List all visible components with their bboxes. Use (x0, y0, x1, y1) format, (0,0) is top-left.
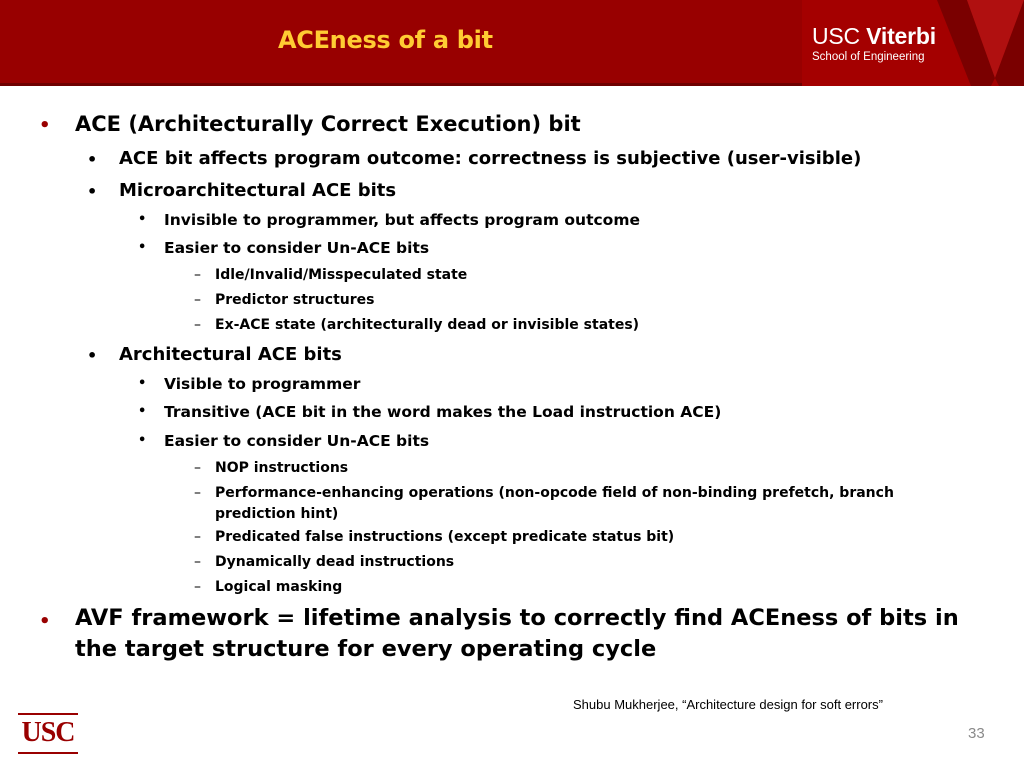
bullet-dot-icon: • (138, 212, 147, 227)
bullet-text: Invisible to programmer, but affects program outcome (164, 211, 640, 229)
bullet-dot-icon: • (138, 240, 147, 255)
bullet-level3 (138, 239, 430, 257)
bullet-level4 (194, 317, 640, 333)
bullet-level4 (194, 579, 343, 595)
dash-icon: – (194, 485, 201, 501)
dash-icon: – (194, 317, 201, 333)
bullet-text: Visible to programmer (164, 375, 361, 393)
usc-footer-logo (18, 713, 78, 753)
bullet-text: Architectural ACE bits (119, 344, 342, 365)
bullet-level4 (194, 554, 455, 570)
bullet-text: Predictor structures (215, 292, 375, 308)
bullet-text: NOP instructions (215, 460, 349, 476)
bullet-level3 (138, 403, 722, 421)
logo-school-text: School of Engineering (812, 51, 925, 63)
slide-title: ACEness of a bit (278, 26, 493, 54)
bullet-level3 (138, 375, 361, 393)
bullet-text: AVF framework = lifetime analysis to correctly find ACEness of bits in the target structure for every operating cycle (75, 605, 959, 662)
bullet-text: Ex-ACE state (architecturally dead or invisible states) (215, 317, 640, 333)
dash-icon: – (194, 579, 201, 595)
slide-header (0, 0, 1024, 86)
bullet-text: Dynamically dead instructions (215, 554, 455, 570)
logo-rule-bottom (18, 752, 78, 754)
bullet-level2 (87, 180, 397, 201)
bullet-text: Microarchitectural ACE bits (119, 180, 397, 201)
bullet-dot-icon: • (39, 611, 51, 632)
bullet-dot-icon: • (138, 376, 147, 391)
bullet-text: Predicated false instructions (except predicate status bit) (215, 529, 675, 545)
bullet-dot-icon: • (87, 182, 98, 201)
bullet-dot-icon: • (87, 150, 98, 169)
dash-icon: – (194, 460, 201, 476)
bullet-level3 (138, 211, 640, 229)
bullet-level1 (39, 112, 581, 136)
bullet-dot-icon: • (39, 115, 51, 136)
bullet-dot-icon: • (138, 404, 147, 419)
page-number: 33 (968, 725, 985, 742)
logo-usc-text: USC (812, 23, 860, 49)
bullet-text: Transitive (ACE bit in the word makes the Load instruction ACE) (164, 403, 722, 421)
bullet-text: Idle/Invalid/Misspeculated state (215, 267, 468, 283)
footer-logo-text: USC (21, 717, 75, 748)
logo-viterbi-text: Viterbi (866, 23, 936, 49)
bullet-dot-icon: • (138, 433, 147, 448)
bullet-level4 (194, 292, 375, 308)
bullet-dot-icon: • (87, 346, 98, 365)
bullet-text: Easier to consider Un-ACE bits (164, 239, 430, 257)
bullet-level2 (87, 344, 342, 365)
bullet-text: Logical masking (215, 579, 343, 595)
dash-icon: – (194, 292, 201, 308)
viterbi-v-icon (937, 0, 1024, 86)
bullet-text: Performance-enhancing operations (non-opcode field of non-binding prefetch, branch prediction hint) (215, 485, 894, 522)
dash-icon: – (194, 529, 201, 545)
bullet-level4 (194, 460, 349, 476)
bullet-level3 (138, 432, 430, 450)
bullet-level2 (87, 148, 862, 169)
usc-viterbi-logo (812, 23, 936, 50)
bullet-text: ACE bit affects program outcome: correctness is subjective (user-visible) (119, 148, 862, 169)
dash-icon: – (194, 554, 201, 570)
bullet-text: ACE (Architecturally Correct Execution) bit (75, 112, 581, 136)
logo-rule-top (18, 713, 78, 715)
bullet-level1 (39, 603, 990, 665)
bullet-text: Easier to consider Un-ACE bits (164, 432, 430, 450)
citation: Shubu Mukherjee, “Architecture design for soft errors” (573, 697, 883, 712)
bullet-level4 (194, 483, 975, 525)
bullet-level4 (194, 529, 675, 545)
bullet-level4 (194, 267, 468, 283)
dash-icon: – (194, 267, 201, 283)
